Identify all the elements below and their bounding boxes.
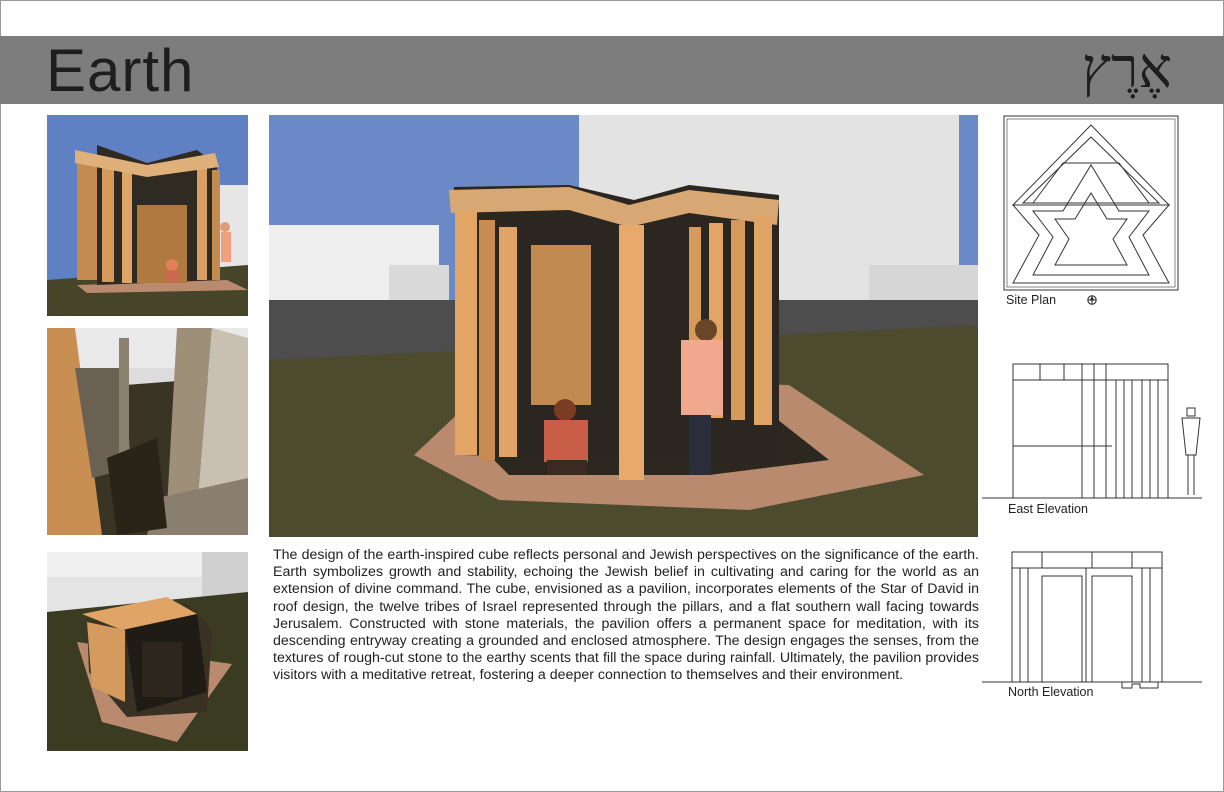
east-elevation-label: East Elevation: [1008, 502, 1088, 516]
page-title-hebrew: אֶרֶץ: [1081, 36, 1172, 101]
render-aerial-view: [47, 552, 248, 751]
page-title: Earth: [46, 37, 195, 104]
site-plan-label: Site Plan: [1006, 293, 1057, 307]
site-plan-drawing: [1003, 115, 1179, 291]
north-elevation-label: North Elevation: [1008, 685, 1094, 699]
east-elevation-drawing: [982, 360, 1202, 500]
project-description: The design of the earth-inspired cube reflects personal and Jewish perspectives on the significance of the earth. Earth symbolizes growth and stability, echoing the Jewish belief in cultivating and caring for the world as an extension of divine command. The cube, envisioned as a pavilion, incorporates elements of the Star of David in roof design, the twelve tribes of Israel represented through the pillars, and a flat southern wall facing towards Jerusalem. Constructed with stone materials, the pavilion offers a permanent space for meditation, with its descending entryway creating a grounded and enclosed atmosphere. The design engages the senses, from the textures of rough-cut stone to the earthy scents that fill the space during rainfall. Ultimately, the pavilion provides visitors with a meditative retreat, fostering a deeper connection to themselves and their environment.: [273, 547, 979, 684]
render-front-view: [47, 115, 248, 316]
north-elevation-drawing: [982, 548, 1202, 692]
render-main-view: [269, 115, 978, 537]
render-interior-view: [47, 328, 248, 535]
north-arrow-icon: [1087, 292, 1097, 302]
